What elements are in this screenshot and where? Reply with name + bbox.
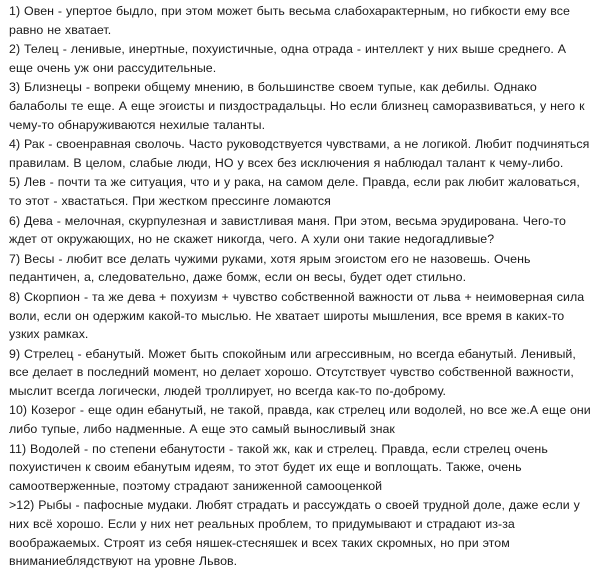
- entry-virgo: 6) Дева - мелочная, скурпулезная и завистливая маня. При этом, весьма эрудирована. Чего-то ждет от окружающих, но не скажет никогда, чего. А хули они такие недогадливые?: [9, 213, 566, 247]
- entry-sagittarius: 9) Стрелец - ебанутый. Может быть спокойным или агрессивным, но всегда ебанутый. Ленивый, все делает в последний момент, но делает хорошо. Отсутствует чувство собственной важности, мыслит всегда логически, людей троллирует, но всегда как-то по-доброму.: [9, 346, 576, 398]
- entry-taurus: 2) Телец - ленивые, инертные, похуистичные, одна отрада - интеллект у них выше среднего. А еще очень уж они рассудительные.: [9, 42, 567, 75]
- entry-capricorn: 10) Козерог - еще один ебанутый, не такой, правда, как стрелец или водолей, но все же.А еще они либо тупые, либо надменные. А еще это самый выносливый знак: [9, 403, 591, 437]
- entry-libra: 7) Весы - любит все делать чужими руками, хотя ярым эгоистом его не назовешь. Очень педантичен, а, следовательно, даже бомж, если он весы, будет одет стильно.: [9, 251, 531, 285]
- entry-aquarius: 11) Водолей - по степени ебанутости - такой жк, как и стрелец. Правда, если стрелец очень похуистичен к своим ебанутым идеям, то этот будет их еще и воплощать. Также, очень самоотверженные, поэтому страдают заниженной самооценкой: [9, 441, 548, 493]
- entry-cancer: 4) Рак - своенравная сволочь. Часто руководствуется чувствами, а не логикой. Любит подчиняться правилам. В целом, слабые люди, НО у всех без исключения я наблюдал талант к чему-либо.: [9, 137, 590, 170]
- entry-aries: 1) Овен - упертое быдло, при этом может быть весьма слабохарактерным, но гибкости ему все равно не хватает.: [9, 4, 570, 37]
- entry-scorpio: 8) Скорпион - та же дева + похуизм + чувство собственной важности от льва + неимоверная сила воли, если он одержим какой-то мыслью. Не хватает широты мышления, все время в каких-то узких рамках.: [9, 289, 585, 342]
- entry-gemini: 3) Близнецы - вопреки общему мнению, в большинстве своем тупые, как дебилы. Однако балаболы те еще. А еще эгоисты и пиздострадальцы. Но если близнец саморазвиваться, у него к чему-то обнаруживаются нехилые таланты.: [9, 80, 585, 132]
- entry-leo: 5) Лев - почти та же ситуация, что и у рака, на самом деле. Правда, если рак любит жаловаться, то этот - хвастаться. При жестком прессинге ломаются: [9, 175, 580, 208]
- entry-pisces: >12) Рыбы - пафосные мудаки. Любят страдать и рассуждать о своей трудной доле, даже если у них всё хорошо. Если у них нет реальных проблем, то придумывают и страдают из-за воображаемых. Строят из себя няшек-стесняшек и всех таких скромных, но при этом вниманиеблядствуют на уровне Львов.: [9, 498, 580, 569]
